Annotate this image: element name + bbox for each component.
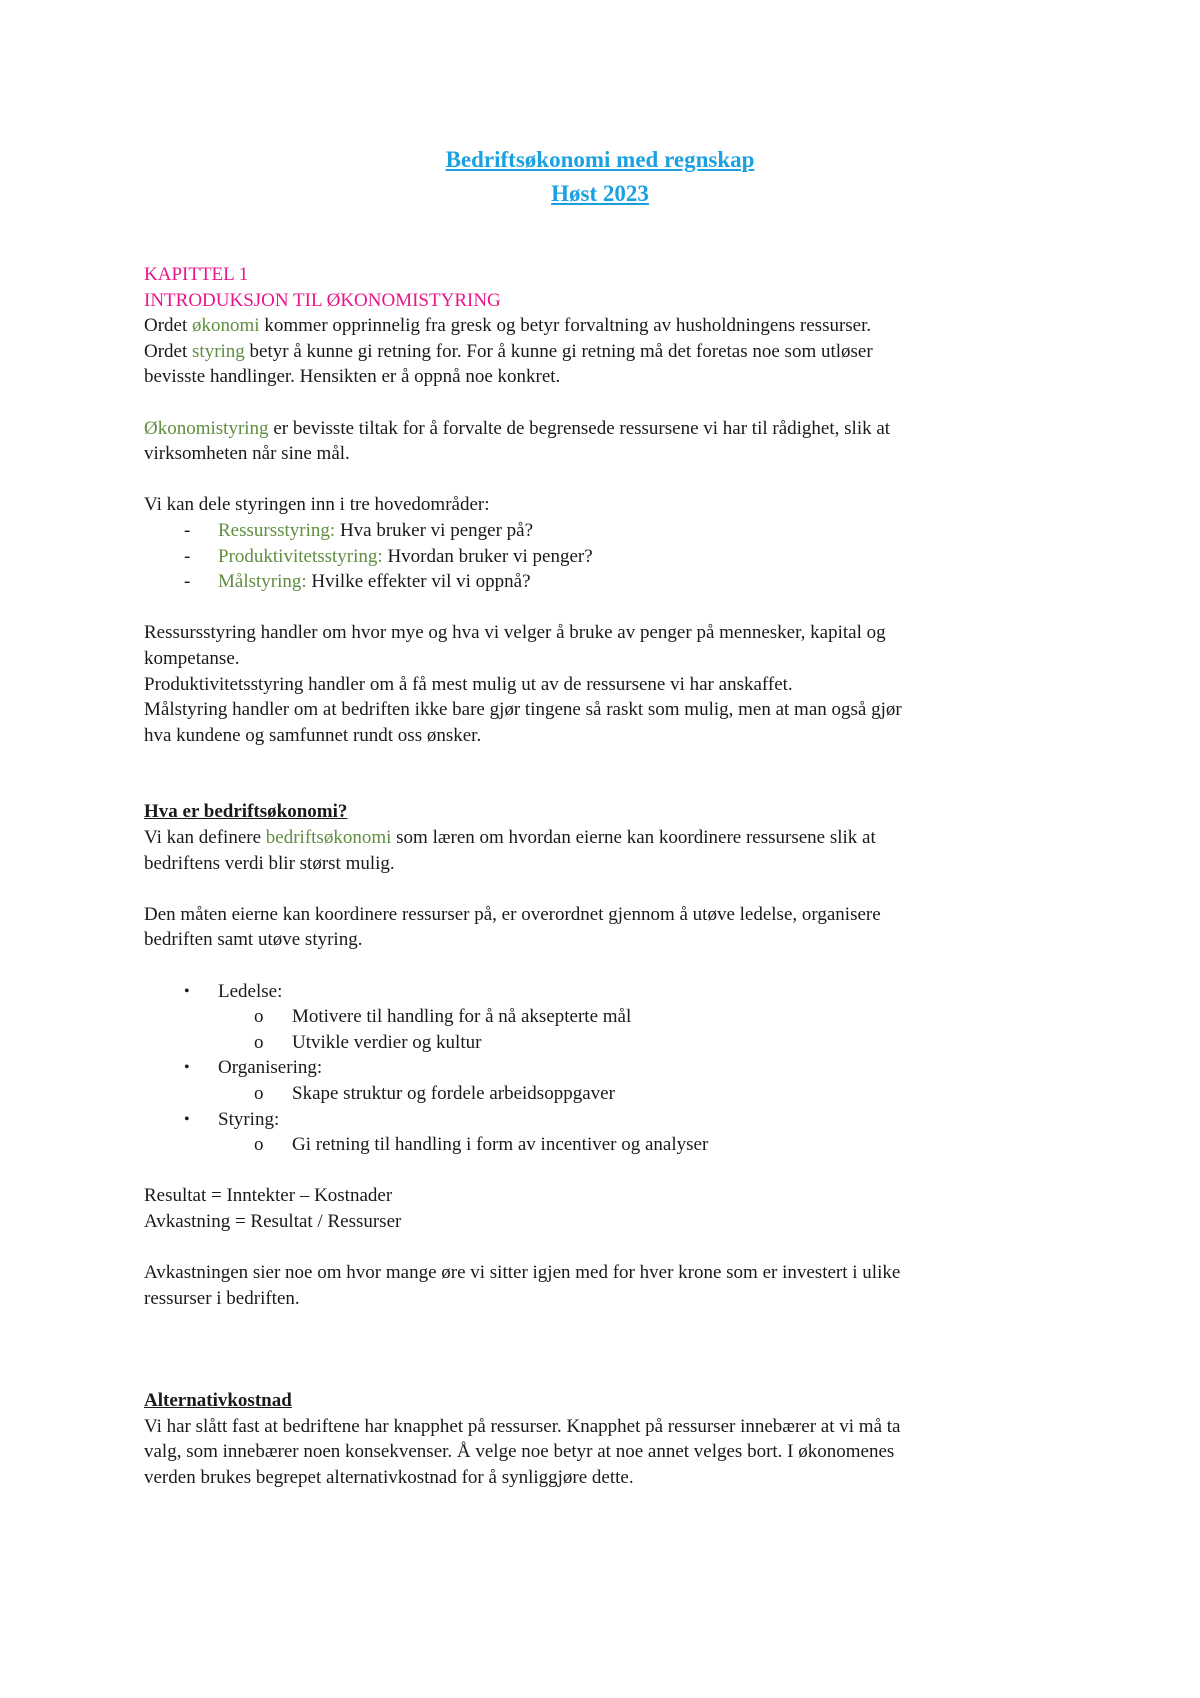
list-item: - Produktivitetsstyring: Hvordan bruker vi penger? (184, 545, 593, 567)
section2-line: valg, som innebærer noen konsekvenser. Å velge noe betyr at noe annet velges bort. I økonomenes (144, 1441, 895, 1463)
term-okonomistyring: Økonomistyring (144, 417, 269, 439)
chapter-label: KAPITTEL 1 (144, 264, 249, 285)
term-styring: styring (192, 340, 245, 362)
section1-paragraph-1: Vi kan definere bedriftsøkonomi som læren om hvordan eierne kan koordinere ressursene slik at (144, 827, 876, 849)
explain-line: kompetanse. (144, 647, 240, 669)
list-item: o Gi retning til handling i form av incentiver og analyser (254, 1134, 709, 1156)
formula-resultat: Resultat = Inntekter – Kostnader (144, 1185, 393, 1207)
list-item: • Styring: (184, 1108, 280, 1130)
explain-line: hva kundene og samfunnet rundt oss ønsker. (144, 724, 482, 746)
title-semester: Høst 2023 (551, 181, 649, 206)
title-course: Bedriftsøkonomi med regnskap (445, 147, 755, 172)
bullet-list (144, 979, 1044, 1158)
formula-avkastning: Avkastning = Resultat / Ressurser (144, 1210, 402, 1232)
chapter-title: INTRODUKSJON TIL ØKONOMISTYRING (144, 289, 501, 311)
explain-line: Målstyring handler om at bedriften ikke bare gjør tingene så raskt som mulig, men at man også gjør (144, 699, 902, 721)
intro-paragraph-2: Ordet styring betyr å kunne gi retning for. For å kunne gi retning må det foretas noe som utløser (144, 340, 873, 362)
explain-line: Ressursstyring handler om hvor mye og hva vi velger å bruke av penger på mennesker, kapital og (144, 622, 886, 644)
list-item: • Organisering: (184, 1057, 323, 1079)
section2-line: verden brukes begrepet alternativkostnad for å synliggjøre dette. (144, 1466, 634, 1488)
section-heading-bedriftsokonomi: Hva er bedriftsøkonomi? (144, 801, 348, 823)
avkastning-paragraph-cont: ressurser i bedriften. (144, 1287, 300, 1309)
intro-paragraph-1: Ordet økonomi kommer opprinnelig fra gresk og betyr forvaltning av husholdningens ressurser. (144, 315, 872, 337)
intro-paragraph-3-cont: virksomheten når sine mål. (144, 443, 350, 465)
intro-paragraph-2-cont: bevisste handlinger. Hensikten er å oppnå noe konkret. (144, 366, 561, 388)
explain-line: Produktivitetsstyring handler om å få mest mulig ut av de ressursene vi har anskaffet. (144, 673, 793, 695)
list-item: - Målstyring: Hvilke effekter vil vi oppnå? (184, 571, 531, 593)
section-heading-alternativkostnad: Alternativkostnad (144, 1390, 292, 1412)
section1-paragraph-1-cont: bedriftens verdi blir størst mulig. (144, 852, 395, 874)
list-item: - Ressursstyring: Hva bruker vi penger på? (184, 519, 534, 541)
avkastning-paragraph: Avkastningen sier noe om hvor mange øre vi sitter igjen med for hver krone som er investert i ulike (144, 1262, 901, 1284)
section1-paragraph-2-cont: bedriften samt utøve styring. (144, 929, 363, 951)
list-item: • Ledelse: (184, 980, 283, 1002)
areas-list (144, 518, 1044, 595)
term-bedriftsokonomi: bedriftsøkonomi (265, 827, 392, 849)
document-body (144, 262, 1044, 1491)
section1-paragraph-2: Den måten eierne kan koordinere ressurser på, er overordnet gjennom å utøve ledelse, organisere (144, 903, 881, 925)
term-okonomi: økonomi (192, 315, 260, 337)
list-item: o Motivere til handling for å nå aksepterte mål (254, 1006, 632, 1028)
intro-paragraph-3: Økonomistyring er bevisste tiltak for å forvalte de begrensede ressursene vi har til rådighet, slik at (144, 417, 891, 439)
list-item: o Utvikle verdier og kultur (254, 1031, 482, 1053)
section2-line: Vi har slått fast at bedriftene har knapphet på ressurser. Knapphet på ressurser innebærer at vi må ta (144, 1415, 901, 1437)
intro-paragraph-4: Vi kan dele styringen inn i tre hovedområder: (144, 494, 490, 516)
document-title (0, 143, 1200, 211)
list-item: o Skape struktur og fordele arbeidsoppgaver (254, 1083, 615, 1104)
